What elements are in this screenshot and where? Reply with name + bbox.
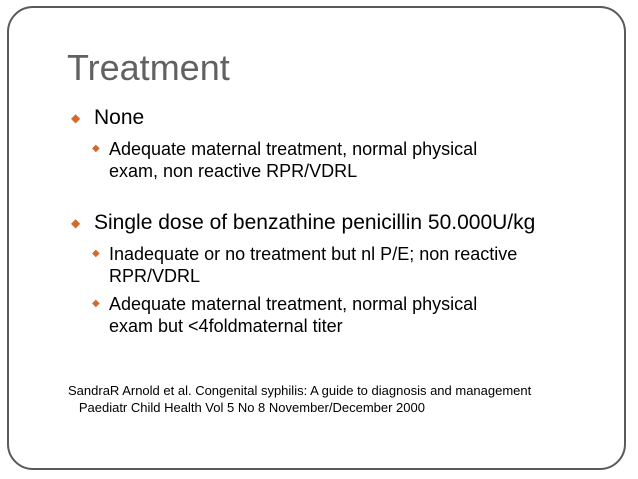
sub-bullet-text: Inadequate or no treatment but nl P/E; non reactive RPR/VDRL [109,244,518,286]
sub-bullet-icon: ◆ [92,143,100,154]
bullet-label: Single dose of benzathine penicillin 50.000U/kg [94,211,536,234]
slide-title: Treatment [67,47,230,88]
sub-bullet-text: Adequate maternal treatment, normal physical exam, non reactive RPR/VDRL [109,139,478,181]
bullet-label: None [94,106,145,129]
bullet-icon: ◆ [71,216,81,230]
reference-citation: SandraR Arnold et al. Congenital syphilis: A guide to diagnosis and management Paediatr Child Health Vol 5 No 8 November/December 2000 [68,383,532,415]
sub-bullet-icon: ◆ [92,248,100,259]
sub-bullet-icon: ◆ [92,298,100,309]
bullet-icon: ◆ [71,111,81,125]
sub-bullet-text: Adequate maternal treatment, normal physical exam but <4foldmaternal titer [109,294,478,336]
